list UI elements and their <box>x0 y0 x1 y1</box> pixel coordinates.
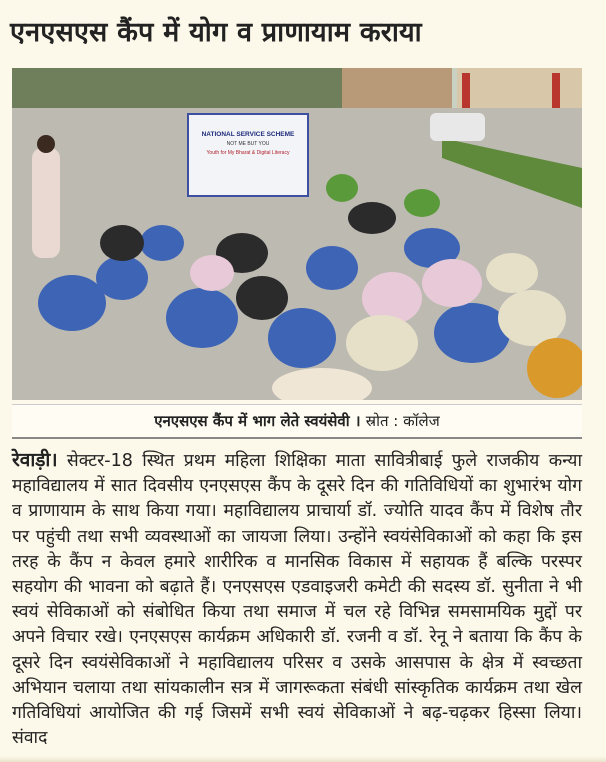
photo-scene <box>12 68 582 400</box>
photo-car <box>430 113 485 141</box>
byline: संवाद <box>12 728 48 749</box>
banner-theme: Youth for My Bharat & Digital Literacy <box>206 150 290 156</box>
caption-text: एनएसएस कैंप में भाग लेते स्वयंसेवी । <box>154 412 361 430</box>
photo-trees <box>12 68 342 108</box>
photo-caption <box>12 404 582 439</box>
news-photo <box>12 68 582 400</box>
banner-motto: NOT ME BUT YOU <box>226 141 270 147</box>
caption-source: स्रोत : कॉलेज <box>365 412 440 430</box>
article-body <box>12 448 582 751</box>
banner-title: NATIONAL SERVICE SCHEME <box>201 131 295 138</box>
clipping-edge <box>0 756 606 762</box>
headline: एनएसएस कैंप में योग व प्राणायाम कराया <box>10 17 422 48</box>
dateline: रेवाड़ी। <box>12 449 58 471</box>
photo-building <box>342 68 452 113</box>
article-text: सेक्टर-18 स्थित प्रथम महिला शिक्षिका माता सावित्रीबाई फुले राजकीय कन्या महाविद्यालय में सात दिवसीय एनएसएस कैंप के दूसरे दिन की गतिविधियों का शुभारंभ योग व प्राणायाम के साथ किया गया। महाविद्यालय प्राचार्या डॉ. ज्योति यादव कैंप में विशेष तौर पर पहुंची तथा सभी व्यवस्थाओं का जायजा लिया। उन्होंने स्वयंसेविकाओं को कहा कि इस तरह के कैंप न केवल हमारे शारीरिक व मानसिक विकास में सहायक हैं बल्कि परस्पर सहयोग की भावना को बढ़ाते हैं। एनएसएस एडवाइजरी कमेटी की सदस्य डॉ. सुनीता ने भी स्वयं सेविकाओं को संबोधित किया तथा समाज में चल रहे विभिन्न समसामयिक मुद्दों पर अपने विचार रखे। एनएसएस कार्यक्रम अधिकारी डॉ. रजनी व डॉ. रेनू ने बताया कि कैंप के दूसरे दिन स्वयंसेविकाओं ने महाविद्यालय परिसर व उसके आसपास के क्षेत्र में स्वच्छता अभियान चलाया तथा सांयकालीन सत्र में जागरूकता संबंधी सांस्कृतिक कार्यक्रम तथा खेल गतिविधियां आयोजित की गई जिसमें सभी स्वयं सेविकाओं ने बढ़-चढ़कर हिस्सा लिया। <box>12 451 582 724</box>
